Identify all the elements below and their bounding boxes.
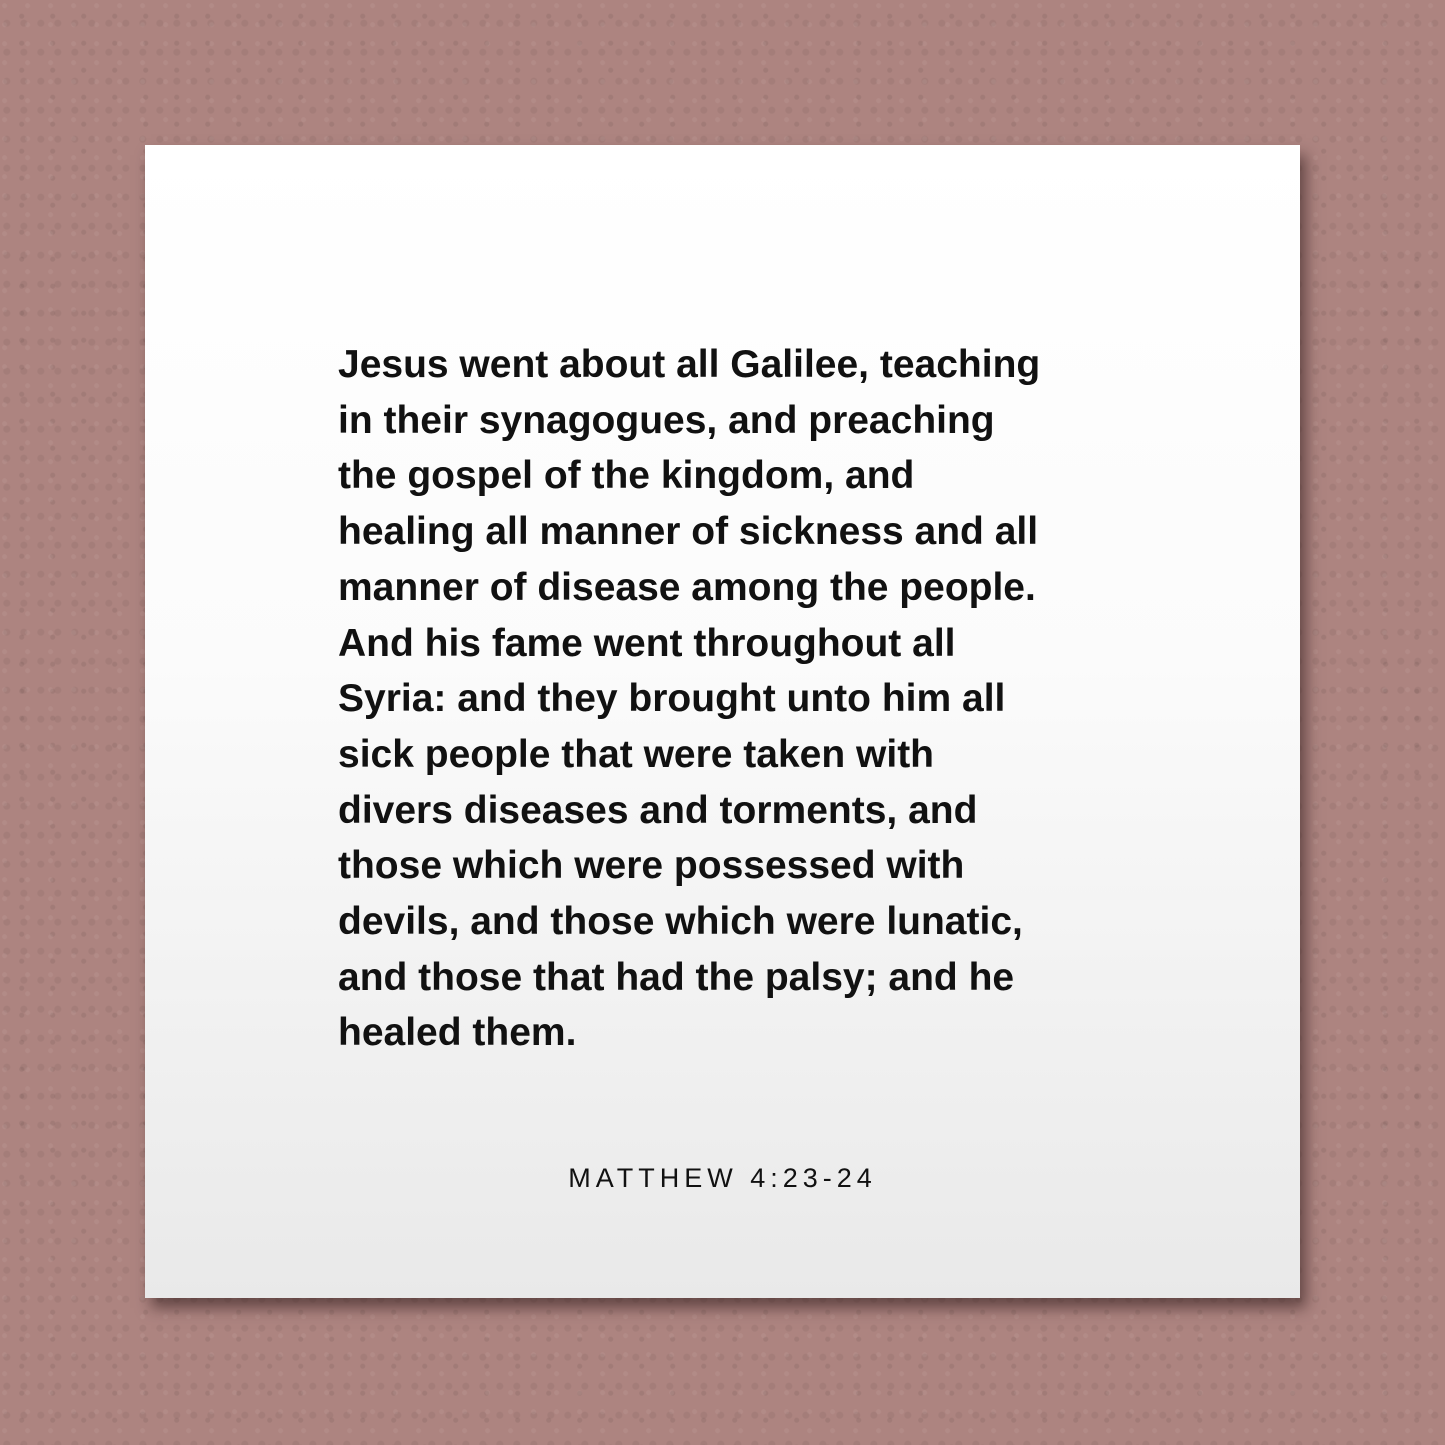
verse-line: Syria: and they brought unto him all bbox=[338, 677, 1006, 721]
verse-line: And his fame went throughout all bbox=[338, 621, 956, 665]
verse-line: devils, and those which were lunatic, bbox=[338, 900, 1023, 944]
verse-line: the gospel of the kingdom, and bbox=[338, 454, 915, 498]
verse-line: healing all manner of sickness and all bbox=[338, 510, 1039, 554]
verse-text bbox=[338, 337, 1158, 1061]
verse-line: sick people that were taken with bbox=[338, 732, 935, 776]
verse-line: in their synagogues, and preaching bbox=[338, 398, 995, 442]
verse-line: Jesus went about all Galilee, teaching bbox=[338, 343, 1041, 386]
verse-line: those which were possessed with bbox=[338, 844, 965, 888]
verse-line: and those that had the palsy; and he bbox=[338, 955, 1015, 999]
verse-reference: MATTHEW 4:23-24 bbox=[568, 1163, 877, 1193]
scripture-print-card bbox=[145, 145, 1300, 1298]
verse-line: divers diseases and torments, and bbox=[338, 788, 978, 832]
verse-line: healed them. bbox=[338, 1011, 577, 1055]
verse-line: manner of disease among the people. bbox=[338, 565, 1036, 609]
